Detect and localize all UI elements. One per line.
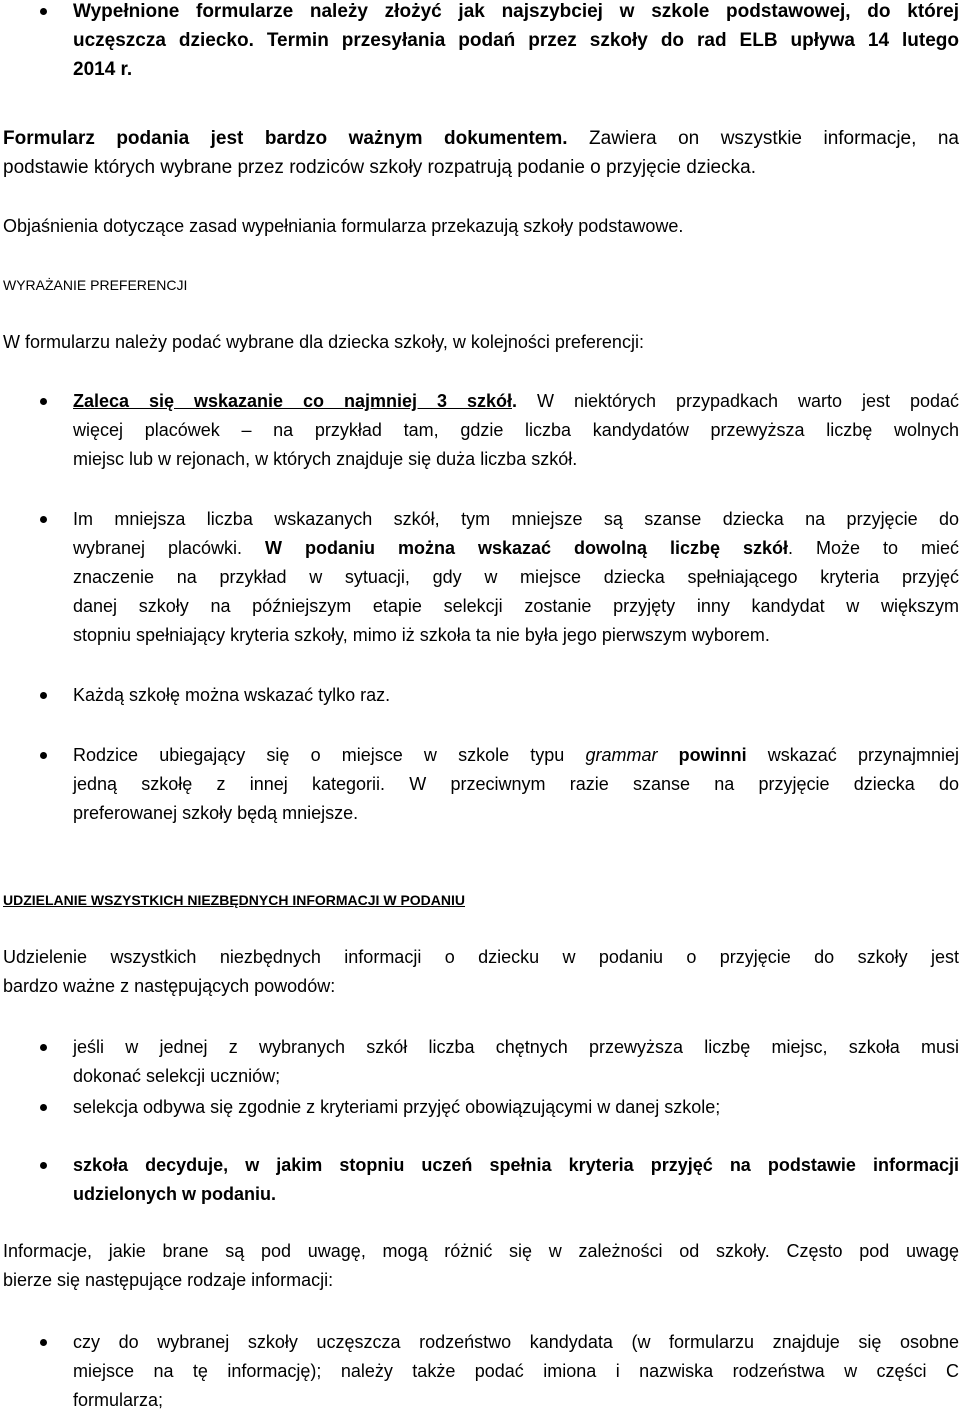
bullet-dot (40, 1339, 47, 1346)
section-heading-information: UDZIELANIE WSZYSTKICH NIEZBĘDNYCH INFORMACJI W PODANIU (3, 892, 465, 908)
information-type-bullet-1 (73, 1328, 959, 1415)
text-line: miejsc lub w rejonach, w których znajduje się duża liczba szkół. (73, 449, 578, 469)
submission-deadline (73, 0, 959, 84)
text-line: podstawie których wybrane przez rodziców szkoły rozpatrują podanie o przyjęcie dziecka. (3, 157, 756, 178)
text-span: Rodzice ubiegający się o miejsce w szkole typu (73, 745, 586, 765)
text-line: Informacje, jakie brane są pod uwagę, mogą różnić się w zależności od szkoły. Często pod uwagę (3, 1241, 959, 1261)
text-line: Im mniejsza liczba wskazanych szkół, tym mniejsze są szanse dziecka na przyjęcie do (73, 509, 959, 529)
bullet-dot (40, 752, 47, 759)
text-line (73, 534, 959, 563)
text-line: znaczenie na przykład w sytuacji, gdy w miejsce dziecka spełniającego kryteria przyjęć (73, 567, 959, 587)
text-line: jeśli w jednej z wybranych szkół liczba chętnych przewyższa liczbę miejsc, szkoła musi (73, 1037, 959, 1057)
text-span: W niektórych przypadkach warto jest podać (517, 391, 959, 411)
section-heading-preferences: WYRAŻANIE PREFERENCJI (3, 277, 188, 293)
text-line (3, 124, 959, 153)
preference-bullet-1 (73, 387, 959, 474)
text-line: uczęszcza dziecko. Termin przesyłania podań przez szkoły do rad ELB upływa 14 lutego (73, 30, 959, 51)
text-span: . Może to mieć (788, 538, 959, 558)
bullet-dot (40, 398, 47, 405)
text-line: więcej placówek – na przykład tam, gdzie liczba kandydatów przewyższa liczbę wolnych (73, 420, 959, 440)
information-lead (3, 943, 959, 1001)
text-span: wybranej placówki. (73, 538, 266, 558)
bullet-dot (40, 1104, 47, 1111)
text-line: Wypełnione formularze należy złożyć jak najszybciej w szkole podstawowej, do której (73, 1, 959, 22)
text-line: Udzielenie wszystkich niezbędnych informacji o dziecku w podaniu o przyjęcie do szkoły jest (3, 947, 959, 967)
text-line: miejsce na tę informację); należy także podać imiona i nazwiska rodzeństwa w części C (73, 1361, 959, 1381)
preferences-lead: W formularzu należy podać wybrane dla dziecka szkoły, w kolejności preferencji: (3, 332, 644, 352)
text-line: 2014 r. (73, 59, 133, 80)
bullet-dot (40, 1162, 47, 1169)
reason-bullet-1 (73, 1033, 959, 1091)
text-line: dokonać selekcji uczniów; (73, 1066, 281, 1086)
preference-bullet-4 (73, 741, 959, 828)
bold-text: Formularz podania jest bardzo ważnym dokumentem. (3, 128, 568, 149)
form-importance (3, 124, 959, 182)
bullet-dot (40, 1044, 47, 1051)
text-line: czy do wybranej szkoły uczęszcza rodzeństwo kandydata (w formularzu znajduje się osobne (73, 1332, 959, 1352)
text-line (73, 741, 959, 770)
text-line: szkoła decyduje, w jakim stopniu uczeń spełnia kryteria przyjęć na podstawie informacji (73, 1155, 959, 1175)
reason-bullet-2: selekcja odbywa się zgodnie z kryteriami przyjęć obowiązującymi w danej szkole; (73, 1097, 721, 1117)
preference-bullet-3: Każdą szkołę można wskazać tylko raz. (73, 685, 391, 705)
bullet-dot (40, 8, 47, 15)
text-line: jedną szkołę z innej kategorii. W przeciwnym razie szanse na przyjęcie dziecka do (73, 774, 959, 794)
underlined-bold-text: Zaleca się wskazanie co najmniej 3 szkół (73, 391, 512, 411)
text-line: formularza; (73, 1390, 164, 1410)
bullet-dot (40, 516, 47, 523)
italic-text: grammar (585, 745, 658, 765)
text-span: Zawiera on wszystkie informacje, na (567, 128, 960, 149)
text-line: bardzo ważne z następujących powodów: (3, 976, 336, 996)
text-line: bierze się następujące rodzaje informacji: (3, 1270, 334, 1290)
text-line: stopniu spełniający kryteria szkoły, mimo iż szkoła ta nie była jego pierwszym wyborem. (73, 625, 770, 645)
text-span (657, 745, 678, 765)
bullet-dot (40, 692, 47, 699)
text-line (73, 387, 959, 416)
bold-text: W podaniu można wskazać dowolną liczbę szkół (265, 538, 788, 558)
information-types-lead (3, 1237, 959, 1295)
bold-text: powinni (678, 745, 747, 765)
text-line: udzielonych w podaniu. (73, 1184, 277, 1204)
explanations-paragraph: Objaśnienia dotyczące zasad wypełniania formularza przekazują szkoły podstawowe. (3, 216, 684, 236)
text-line: danej szkoły na późniejszym etapie selekcji zostanie przyjęty inny kandydat w większym (73, 596, 959, 616)
preference-bullet-2 (73, 505, 959, 650)
reason-bullet-3 (73, 1151, 959, 1209)
text-span: wskazać przynajmniej (746, 745, 960, 765)
bold-text: . (512, 391, 518, 411)
text-line: preferowanej szkoły będą mniejsze. (73, 803, 359, 823)
